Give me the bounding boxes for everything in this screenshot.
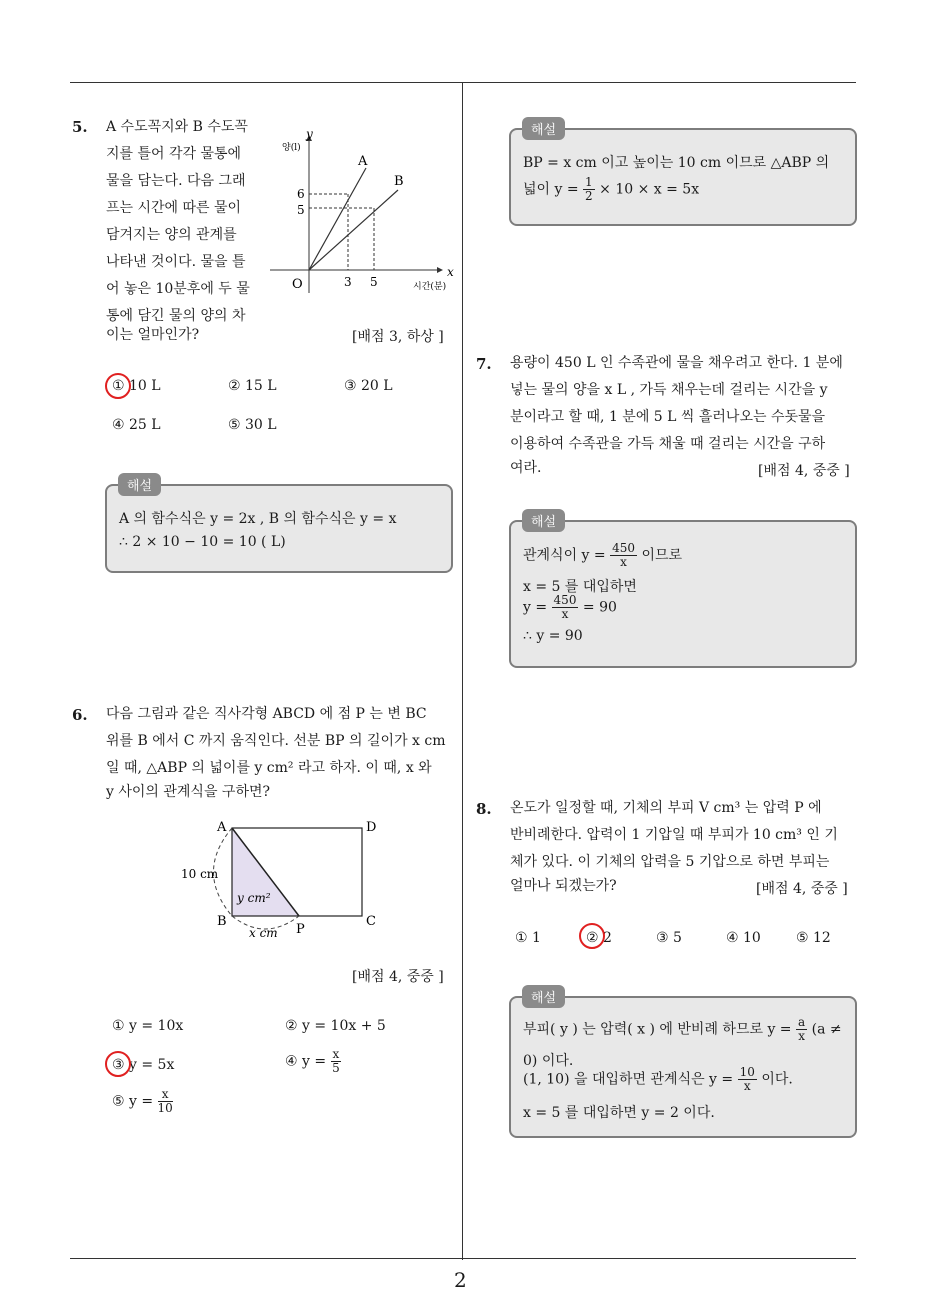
graph-tick-y: 5 [297, 203, 305, 217]
text: (1, 10) 을 대입하면 관계식은 y = [523, 1071, 734, 1088]
numerator: 450 [553, 593, 577, 607]
text: 부피( y ) 는 압력( x ) 에 반비례 하므로 y = [523, 1021, 792, 1038]
area-label: y cm² [237, 891, 271, 905]
denominator: x [620, 555, 627, 569]
q6-choice[interactable] [285, 1048, 341, 1075]
q7-solution-box [509, 520, 857, 668]
denominator: x [561, 607, 569, 621]
q5-choice[interactable]: ⑤ 30 L [228, 417, 277, 433]
q5-line: 어 놓은 10분후에 두 물 [106, 281, 250, 297]
q5-line: 나타낸 것이다. 물을 틀 [106, 254, 246, 270]
graph-y-unit: 양(l) [282, 143, 301, 153]
q6-score: [배점 4, 중중 ] [352, 969, 444, 985]
q8-sol-line2: 0) 이다. [523, 1053, 574, 1069]
q5-solution-tag: 해설 [118, 473, 161, 496]
text: 이므로 [641, 547, 683, 564]
q5-choice[interactable]: ② 15 L [228, 378, 277, 394]
denominator: x [743, 1079, 751, 1093]
fraction [331, 1048, 342, 1075]
q7-line: 넣는 물의 양을 x L , 가득 채우는데 걸리는 시간을 y [510, 382, 828, 398]
graph-origin: O [292, 277, 303, 292]
q5-line: 이는 얼마인가? [106, 327, 200, 343]
fraction [610, 542, 637, 569]
q6-line: 위를 B 에서 C 까지 움직인다. 선분 BP 의 길이가 x cm [106, 733, 446, 749]
q7-sol-line2: x = 5 를 대입하면 [523, 579, 637, 595]
q6-solution-tag: 해설 [522, 117, 565, 140]
q6-solution-box [509, 128, 857, 226]
denominator: x [798, 1029, 805, 1043]
vertex-b: B [217, 914, 227, 929]
question-8-number: 8. [476, 800, 492, 818]
q8-line: 얼마나 되겠는가? [510, 878, 617, 894]
fraction [738, 1066, 757, 1093]
graph-tick-x: 3 [344, 275, 352, 289]
q8-line: 반비례한다. 압력이 1 기압일 때 부피가 10 cm³ 인 기 [510, 827, 838, 843]
q5-solution-box [105, 484, 453, 573]
q6-choice[interactable]: ① y = 10x [112, 1018, 184, 1034]
denominator: 5 [332, 1061, 340, 1075]
question-7-number: 7. [476, 355, 492, 373]
page-number: 2 [454, 1268, 467, 1292]
choice-text: ④ y = [285, 1053, 327, 1070]
q5-sol-line: ∴ 2 × 10 − 10 = 10 ( L) [119, 534, 286, 550]
q7-sol-line3 [523, 594, 617, 621]
top-rule [70, 82, 856, 83]
q5-line: 프는 시간에 따른 물이 [106, 200, 242, 216]
q6-sol-line1: BP = x cm 이고 높이는 10 cm 이므로 △ABP 의 [523, 155, 830, 171]
text: y = [523, 599, 548, 616]
q8-choice[interactable]: ② 2 [586, 930, 612, 946]
numerator: 10 [739, 1065, 755, 1079]
numerator: 1 [585, 175, 593, 189]
q7-solution-tag: 해설 [522, 509, 565, 532]
answer-mark-circle [105, 373, 131, 399]
fraction [796, 1016, 807, 1043]
q8-choice[interactable]: ⑤ 12 [796, 930, 831, 946]
q6-rectangle-figure [175, 812, 415, 942]
numerator: 450 [612, 541, 635, 555]
q8-line: 온도가 일정할 때, 기체의 부피 V cm³ 는 압력 P 에 [510, 800, 822, 816]
numerator: x [332, 1047, 340, 1061]
q5-line: A 수도꼭지와 B 수도꼭 [106, 119, 248, 135]
numerator: a [798, 1015, 806, 1029]
graph-x-unit: 시간(분) [413, 282, 447, 292]
text: × 10 × x = 5x [599, 181, 700, 198]
q8-sol-line1 [523, 1016, 842, 1043]
text: 넓이 y = [523, 181, 579, 198]
q5-sol-line: A 의 함수식은 y = 2x , B 의 함수식은 y = x [119, 511, 397, 527]
graph-y-label: y [306, 128, 313, 141]
q8-line: 체가 있다. 이 기체의 압력을 5 기압으로 하면 부피는 [510, 854, 830, 870]
q6-choice[interactable]: ② y = 10x + 5 [285, 1018, 386, 1034]
vertex-a: A [217, 820, 227, 835]
column-divider [462, 82, 463, 1260]
q8-sol-line3 [523, 1066, 793, 1093]
text: = 90 [582, 599, 617, 616]
q5-line: 통에 담긴 물의 양의 차 [106, 308, 246, 324]
q5-choice[interactable]: ① 10 L [112, 378, 161, 394]
q8-choice[interactable]: ① 1 [515, 930, 541, 946]
bottom-rule [70, 1258, 856, 1259]
fraction [158, 1088, 173, 1115]
q7-sol-line1 [523, 542, 682, 569]
q8-choice[interactable]: ③ 5 [656, 930, 682, 946]
q7-line: 여라. [510, 460, 542, 476]
q7-line: 분이라고 할 때, 1 분에 5 L 씩 흘러나오는 수돗물을 [510, 409, 826, 425]
base-label: x cm [249, 926, 278, 940]
q8-solution-box [509, 996, 857, 1138]
q5-choice[interactable]: ③ 20 L [344, 378, 393, 394]
q5-line: 물을 담는다. 다음 그래 [106, 173, 246, 189]
vertex-c: C [366, 914, 376, 929]
answer-mark-circle [579, 923, 605, 949]
denominator: 10 [157, 1101, 173, 1115]
q5-line: 담겨지는 양의 관계를 [106, 227, 237, 243]
q7-score: [배점 4, 중중 ] [758, 463, 850, 479]
q8-score: [배점 4, 중중 ] [756, 881, 848, 897]
q6-sol-line2 [523, 176, 699, 203]
q6-choice[interactable]: ③ y = 5x [112, 1057, 175, 1073]
question-5-number: 5. [72, 118, 88, 136]
graph-tick-y: 6 [297, 187, 305, 201]
side-length-label: 10 cm [181, 867, 219, 881]
q5-choice[interactable]: ④ 25 L [112, 417, 161, 433]
q5-score: [배점 3, 하상 ] [352, 329, 444, 345]
text: 관계식이 y = [523, 547, 606, 564]
q7-line: 이용하여 수족관을 가득 채울 때 걸리는 시간을 구하 [510, 436, 826, 452]
q5-line: 지를 틀어 각각 물통에 [106, 146, 242, 162]
q7-line: 용량이 450 L 인 수족관에 물을 채우려고 한다. 1 분에 [510, 355, 843, 371]
text: (a ≠ [811, 1021, 842, 1038]
choice-text: ⑤ y = [112, 1093, 154, 1110]
text: 이다. [761, 1071, 793, 1088]
graph-line-b-label: B [394, 174, 404, 189]
graph-line-a-label: A [358, 154, 368, 169]
q8-choice[interactable]: ④ 10 [726, 930, 761, 946]
q5-graph [270, 128, 460, 298]
q6-line: 일 때, △ABP 의 넓이를 y cm² 라고 하자. 이 때, x 와 [106, 760, 432, 776]
q6-line: y 사이의 관계식을 구하면? [106, 784, 271, 800]
fraction [552, 594, 579, 621]
q7-sol-line4: ∴ y = 90 [523, 628, 583, 644]
vertex-p: P [296, 922, 305, 937]
q8-solution-tag: 해설 [522, 985, 565, 1008]
graph-tick-x: 5 [370, 275, 378, 289]
vertex-d: D [366, 820, 377, 835]
fraction [583, 176, 595, 203]
question-6-number: 6. [72, 706, 88, 724]
q6-line: 다음 그림과 같은 직사각형 ABCD 에 점 P 는 변 BC [106, 706, 427, 722]
answer-mark-circle [105, 1051, 131, 1077]
denominator: 2 [585, 189, 593, 203]
q8-sol-line4: x = 5 를 대입하면 y = 2 이다. [523, 1105, 715, 1121]
numerator: x [158, 1088, 173, 1102]
graph-x-label: x [447, 265, 454, 279]
q6-choice[interactable] [112, 1088, 173, 1115]
